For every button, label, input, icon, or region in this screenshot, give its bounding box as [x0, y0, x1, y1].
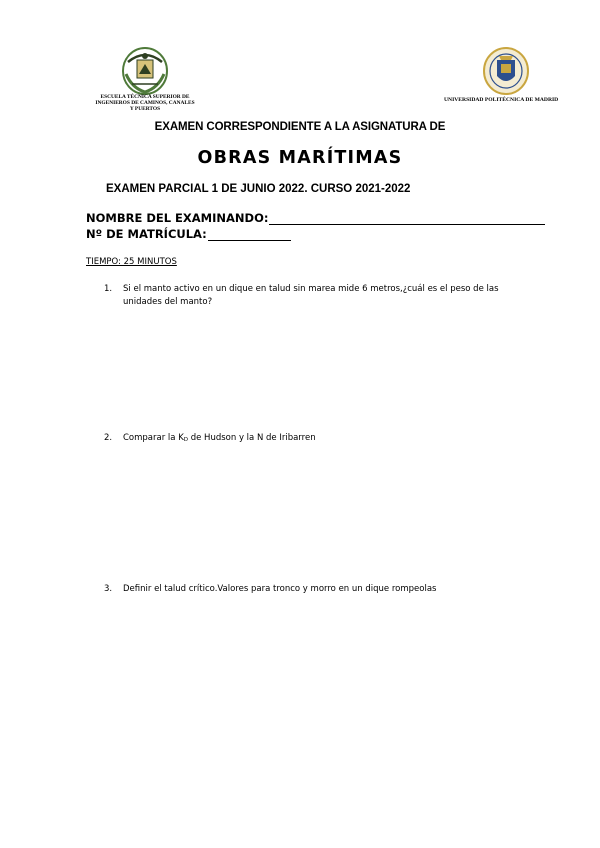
- question-text: Si el manto activo en un dique en talud sin marea mide 6 metros,¿cuál es el peso de las unidades del manto?: [123, 284, 499, 307]
- question-subscript: D: [183, 437, 189, 443]
- question-number: 1.: [104, 284, 113, 294]
- question-text: Definir el talud crítico.Valores para tronco y morro en un dique rompeolas: [123, 584, 437, 594]
- matricula-line: [208, 229, 291, 241]
- school-caption-line: INGENIEROS DE CAMINOS, CANALES: [95, 100, 195, 106]
- examinee-name-line: [269, 213, 545, 225]
- exam-subtitle: EXAMEN PARCIAL 1 DE JUNIO 2022. CURSO 2021-2022: [106, 183, 411, 195]
- examinee-name-label: NOMBRE DEL EXAMINANDO:: [86, 211, 269, 225]
- exam-heading: EXAMEN CORRESPONDIENTE A LA ASIGNATURA DE: [154, 121, 446, 133]
- question-1: [104, 283, 524, 309]
- question-number: 3.: [104, 584, 113, 594]
- school-name-caption: [82, 94, 208, 112]
- matricula-label: Nº DE MATRÍCULA:: [86, 227, 207, 241]
- subject-title: OBRAS MARÍTIMAS: [197, 148, 403, 168]
- question-2: [104, 432, 524, 447]
- question-text-end: de Hudson y la N de Iribarren: [188, 433, 316, 443]
- matricula-field: [86, 227, 291, 241]
- question-text-start: Comparar la K: [123, 433, 184, 443]
- question-text: [123, 432, 513, 447]
- university-name-caption: UNIVERSIDAD POLITÉCNICA DE MADRID: [444, 97, 559, 103]
- examinee-name-field: [86, 211, 545, 225]
- school-caption-line: ESCUELA TÉCNICA SUPERIOR DE: [100, 94, 190, 100]
- question-number: 2.: [104, 433, 113, 443]
- school-crest-icon: [118, 44, 172, 98]
- school-caption-line: Y PUERTOS: [129, 106, 161, 112]
- university-seal-icon: [482, 46, 530, 96]
- question-3: [104, 583, 524, 596]
- time-limit: TIEMPO: 25 MINUTOS: [86, 257, 177, 267]
